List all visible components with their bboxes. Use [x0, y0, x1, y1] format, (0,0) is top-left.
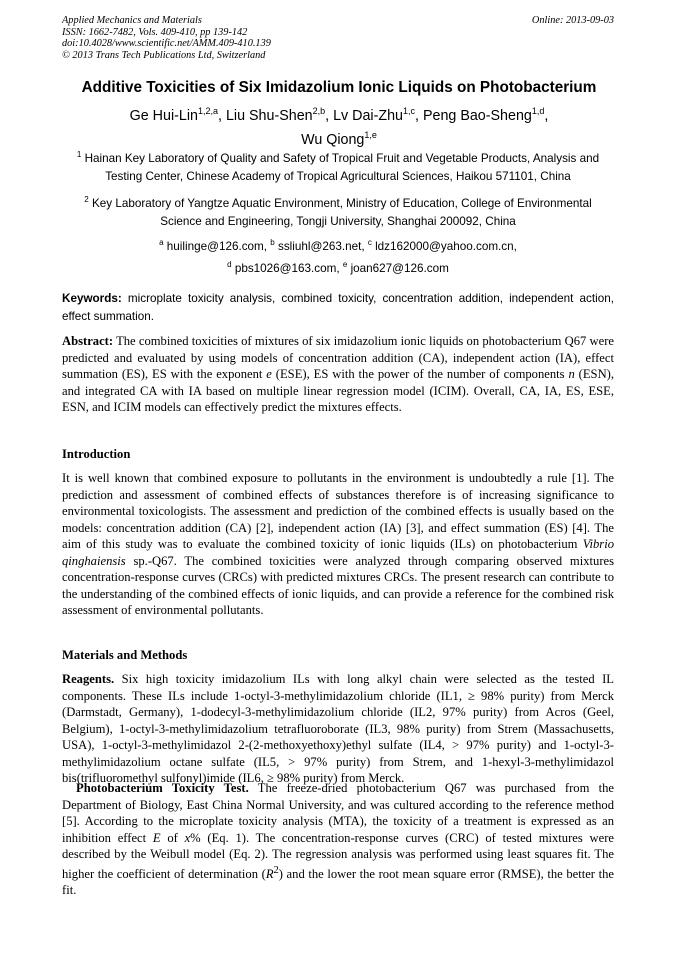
keywords-label: Keywords: [62, 292, 122, 305]
introduction-text: It is well known that combined exposure to pollutants in the environment is undoubtedly a rule [1]. The prediction and assessment of combined effects of substances therefore is of increasing significance to environmental toxicologists. The assessment and prediction of the combined effects is usually based on the models: concentration addition (CA) [2], independent action (IA) [3], and effect summation (ES) [4]. The aim of this study was to evaluate the combined toxicity of ionic liquids (ILs) on photobacterium Vibrio qinghaiensis sp.-Q67. The combined toxicities were analyzed through comparing observed mixtures concentration-response curves (CRCs) with predicted mixtures CRCs. The present research can contribute to the understanding of the combined effects of ionic liquids, and can provide a reference for the combined risk assessment of environmental pollutants. [62, 471, 614, 617]
email: $^a$ huilinge@126.com, [159, 238, 271, 253]
online-date: Online: 2013-09-03 [531, 15, 614, 26]
email: $^e$ joan627@126.com [342, 260, 449, 276]
author: Liu Shu-Shen$^{2,b}$, [225, 106, 334, 124]
toxicity-test-paragraph: Photobacterium Toxicity Test. The freeze-dried photobacterium Q67 was purchased from the Department of Biology, East China Normal University, and was cultured according to the reference method [5]. According to the microplate toxicity analysis (MTA), the toxicity of a treatment is expressed as an inhibition effect E of x% (Eq. 1). The concentration-response curves (CRC) of tested mixtures were described by the Weibull model (Eq. 2). The regression analysis was performed using least squares fit. The higher the coefficient of determination $(R^2)$ and the lower the root mean square error (RMSE), the better the fit. [62, 781, 614, 898]
doi-line: doi:10.4028/www.scientific.net/AMM.409-410.139 [62, 38, 271, 50]
email: $^b$ ssliuhl@263.net, [270, 238, 368, 253]
author: Lv Dai-Zhu$^{1,c}$, [333, 106, 423, 124]
keywords [62, 290, 614, 326]
email: $^c$ ldz162000@yahoo.com.cn, [367, 238, 517, 253]
affiliation-1: $^1$ Hainan Key Laboratory of Quality and Safety of Tropical Fruit and Vegetable Products, Analysis and Testing Center, Chinese Academy of Tropical Agricultural Sciences, Haikou 571101, China [76, 150, 600, 184]
copyright-line: © 2013 Trans Tech Publications Ltd, Switzerland [62, 49, 266, 61]
reagents-paragraph: Reagents. Six high toxicity imidazolium ILs with long alkyl chain were selected as the tested IL components. These ILs include 1-octyl-3-methylimidazolium chloride (IL1, ≥ 98% purity) from Merck (Darmstadt, Germany), 1-dodecyl-3-methylimidazolium chloride (IL2, 97% purity) from Acros (Geel, Belgium), 1-octyl-3-methylimidazolium tetrafluoroborate (IL3, 98% purity) from Strem (Massachusetts, USA), 1-octyl-3-methylimidazol 2-(2-methoxyethoxy)ethyl sulfate (IL4, > 97% purity) and 1-octyl-3-methylimidazolium octane sulfate (IL5, > 97% purity) from Strem, and 1-hexyl-3-methylimidazol bis(trifluoromethyl sulfonyl)imide (IL6, ≥ 98% purity) from Merck. [62, 672, 614, 785]
author-list [40, 102, 638, 150]
methods-heading: Materials and Methods [62, 648, 188, 662]
abstract: Abstract: The combined toxicities of mixtures of six imidazolium ionic liquids on photobacterium Q67 were predicted and evaluated by using models of concentration addition (CA), independent action (IA), effect summation (ES), ES with the exponent e (ESE), ES with the power of the number of components n (ESN), and integrated CA with IA based on multiple linear regression model (ICIM). Overall, CA, IA, ES, ESE, ESN, and ICIM models can effectively predict the mixtures effects. [62, 334, 615, 414]
author: Peng Bao-Sheng$^{1,d}$, [422, 106, 549, 124]
email-list [62, 234, 614, 279]
author: Ge Hui-Lin$^{1,2,a}$, [129, 106, 226, 124]
paper-title: Additive Toxicities of Six Imidazolium Ionic Liquids on Photobacterium [81, 79, 597, 96]
affiliation-2: $^2$ Key Laboratory of Yangtze Aquatic Environment, Ministry of Education, College of Environmental Science and Engineering, Tongji University, Shanghai 200092, China [84, 195, 592, 229]
abstract-label: Abstract: [62, 334, 114, 348]
issn-line: ISSN: 1662-7482, Vols. 409-410, pp 139-142 [62, 26, 248, 38]
keywords-text: microplate toxicity analysis, combined toxicity, concentration addition, independent action, effect summation. [62, 292, 614, 323]
journal-name: Applied Mechanics and Materials [62, 15, 202, 26]
introduction-heading: Introduction [62, 447, 131, 461]
reagents-label: Reagents. [62, 672, 115, 686]
author: Wu Qiong$^{1,e}$ [301, 129, 377, 148]
email: $^d$ pbs1026@163.com, [227, 260, 343, 276]
running-header [62, 15, 614, 61]
toxicity-test-label: Photobacterium Toxicity Test. [76, 781, 249, 795]
